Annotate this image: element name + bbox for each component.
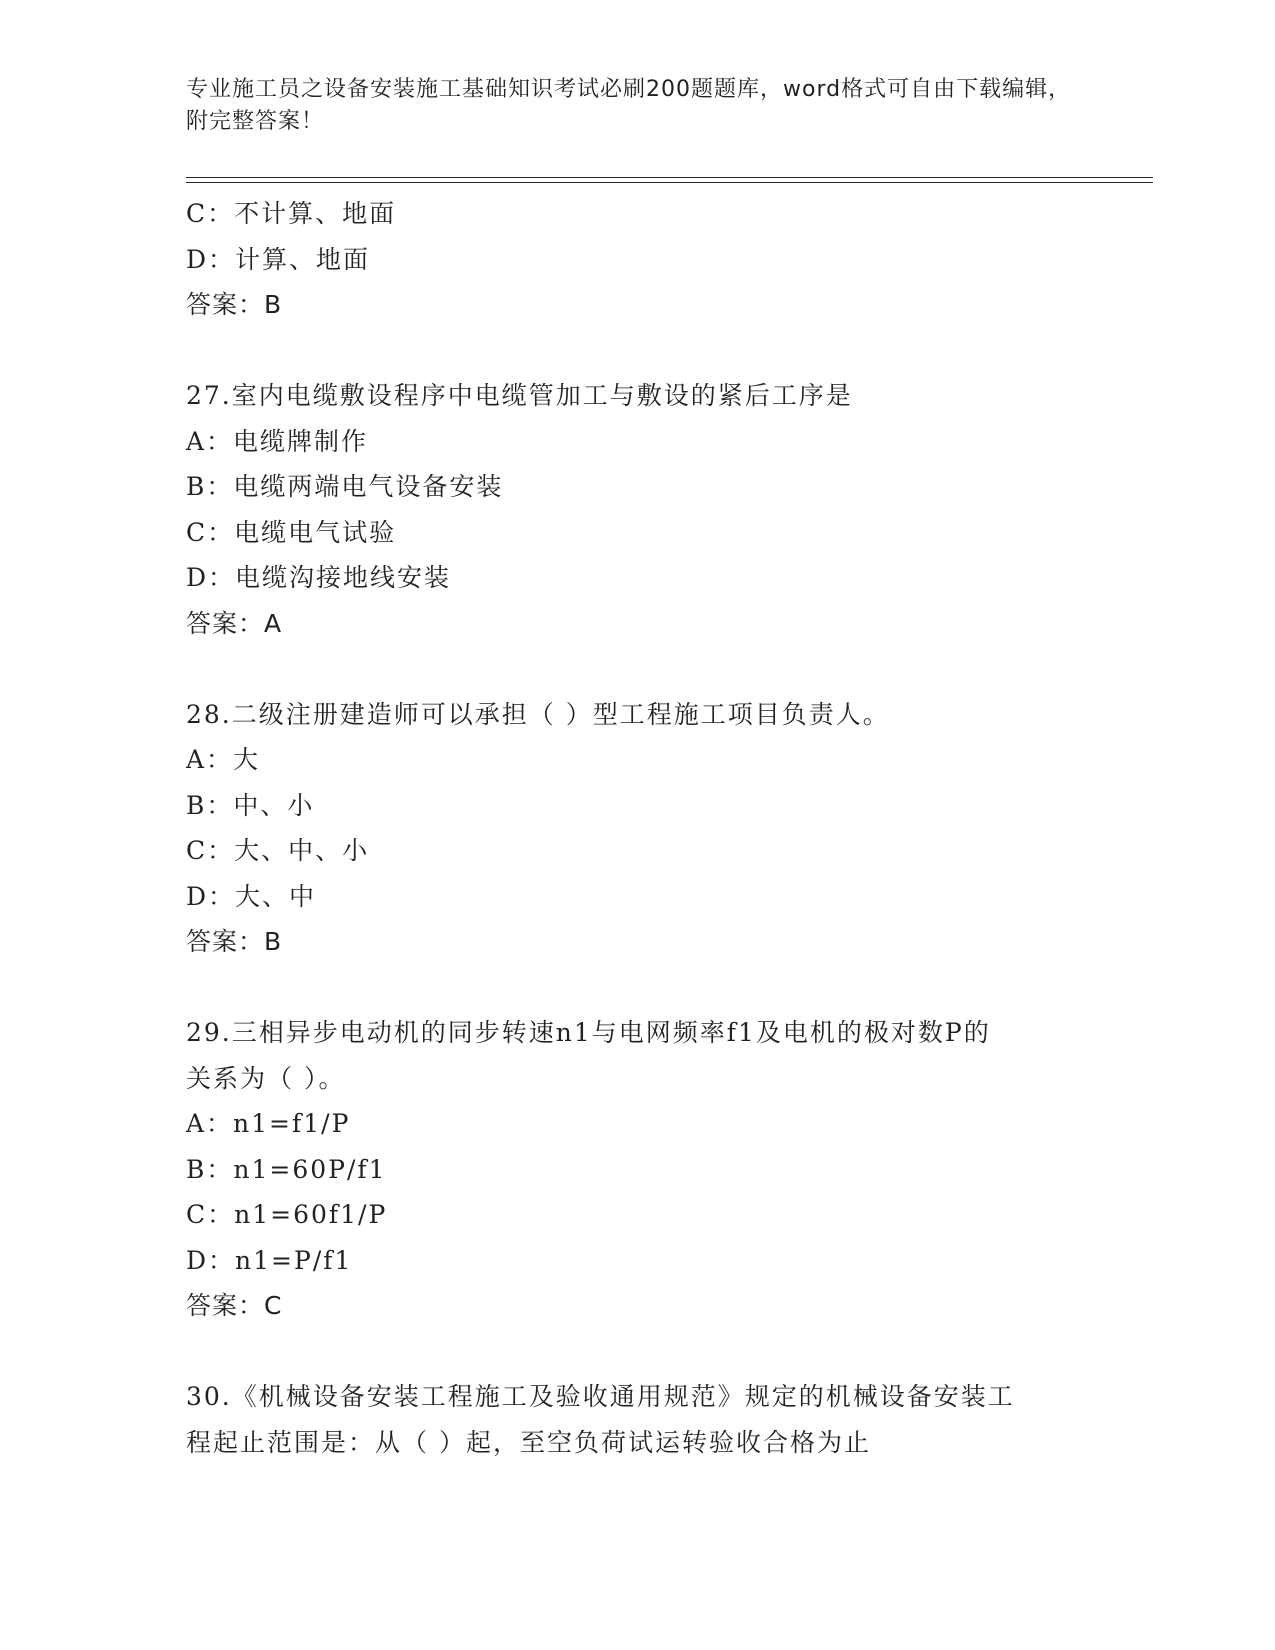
answer: 答案：A bbox=[186, 608, 283, 638]
spacer bbox=[186, 1329, 1086, 1375]
question-list bbox=[186, 191, 1086, 1465]
question-text: 27.室内电缆敷设程序中电缆管加工与敷设的紧后工序是 bbox=[186, 381, 853, 410]
question-text: 28.二级注册建造师可以承担（ ）型工程施工项目负责人。 bbox=[186, 699, 890, 729]
spacer bbox=[186, 965, 1086, 1011]
option-c: C：大、中、小 bbox=[186, 836, 370, 865]
header-divider-top bbox=[186, 177, 1153, 178]
option-c: C：n1=60f1/P bbox=[186, 1200, 388, 1229]
question-28 bbox=[186, 692, 1086, 965]
option-d: D：n1=P/f1 bbox=[186, 1245, 353, 1275]
question-text-line-2: 程起止范围是：从（ ）起，至空负荷试运转验收合格为止 bbox=[186, 1427, 871, 1457]
answer: 答案：C bbox=[186, 1291, 283, 1320]
answer: 答案：B bbox=[186, 927, 283, 956]
header-divider-bottom bbox=[186, 182, 1153, 183]
question-30 bbox=[186, 1374, 1086, 1465]
question-text-line-1: 30.《机械设备安装工程施工及验收通用规范》规定的机械设备安装工 bbox=[186, 1382, 1015, 1411]
option-d: D：电缆沟接地线安装 bbox=[186, 563, 452, 592]
spacer bbox=[186, 328, 1086, 374]
option-a: A：电缆牌制作 bbox=[186, 426, 369, 456]
option-a: A：大 bbox=[186, 745, 261, 774]
option-d: D：大、中 bbox=[186, 881, 317, 911]
spacer bbox=[186, 646, 1086, 692]
question-text-line-1: 29.三相异步电动机的同步转速n1与电网频率f1及电机的极对数P的 bbox=[186, 1018, 991, 1047]
page-header: 专业施工员之设备安装施工基础知识考试必刷200题题库，word格式可自由下载编辑，附完整答案！ bbox=[186, 77, 1072, 134]
option-d: D：计算、地面 bbox=[186, 244, 371, 274]
question-text-line-2: 关系为（ ）。 bbox=[186, 1063, 346, 1093]
option-b: B：中、小 bbox=[186, 790, 315, 820]
answer: 答案：B bbox=[186, 290, 283, 319]
question-27 bbox=[186, 373, 1086, 646]
option-c: C：不计算、地面 bbox=[186, 199, 397, 228]
option-c: C：电缆电气试验 bbox=[186, 517, 397, 547]
option-b: B：电缆两端电气设备安装 bbox=[186, 472, 504, 501]
question-26-tail bbox=[186, 191, 1086, 328]
question-29 bbox=[186, 1010, 1086, 1329]
option-b: B：n1=60P/f1 bbox=[186, 1154, 387, 1184]
option-a: A：n1=f1/P bbox=[186, 1109, 351, 1138]
